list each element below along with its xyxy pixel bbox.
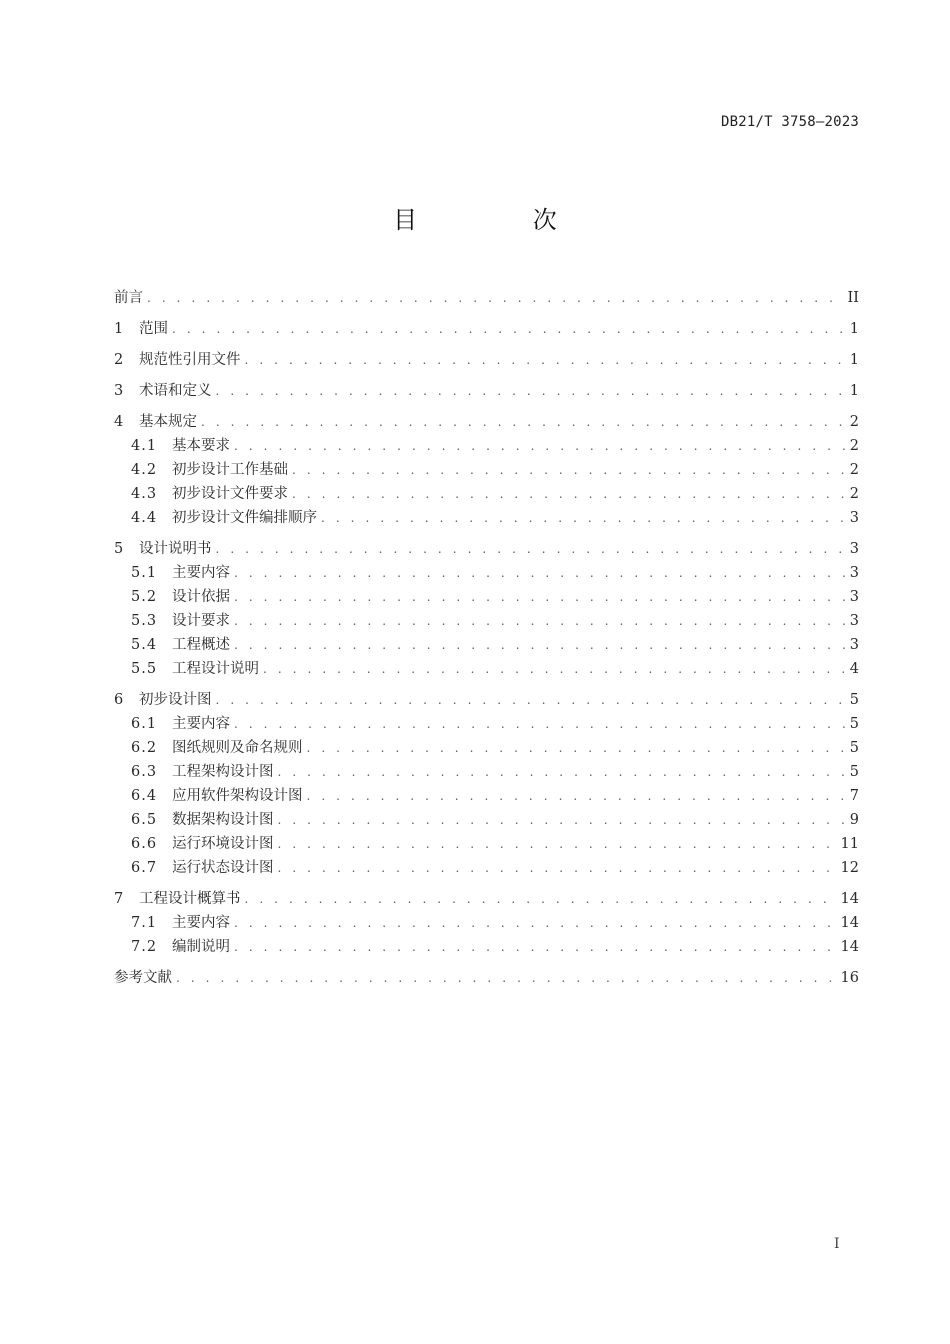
toc-entry[interactable] <box>114 585 859 609</box>
dot-leader <box>234 633 845 657</box>
toc-entry-label: 术语和定义 <box>139 383 212 399</box>
toc-entry-page: 3 <box>849 613 859 629</box>
page-title: 目 次 <box>393 206 611 234</box>
toc-entry-page: 5 <box>849 692 859 708</box>
dot-leader <box>216 537 846 561</box>
toc-entry-number: 5.3 <box>131 613 158 629</box>
dot-leader <box>216 688 846 712</box>
toc-entry-label: 前言 <box>114 290 143 306</box>
toc-entry[interactable] <box>114 784 859 808</box>
dot-leader <box>307 736 846 760</box>
toc-entry-number: 1 <box>114 321 124 337</box>
toc-entry[interactable] <box>114 561 859 585</box>
toc-entry-page: 2 <box>849 486 859 502</box>
toc-entry[interactable] <box>114 286 859 310</box>
toc-entry-label: 编制说明 <box>172 939 230 955</box>
toc-entry[interactable] <box>114 317 859 341</box>
toc-entry-number: 6.7 <box>131 860 158 876</box>
toc-entry[interactable] <box>114 410 859 434</box>
toc-entry-page: 1 <box>849 321 859 337</box>
toc-entry[interactable] <box>114 657 859 681</box>
dot-leader <box>263 657 845 681</box>
toc-entry-page: 11 <box>840 836 859 852</box>
toc-entry-label: 应用软件架构设计图 <box>172 788 303 804</box>
dot-leader <box>176 966 837 990</box>
toc-entry-label: 范围 <box>139 321 168 337</box>
dot-leader <box>201 410 845 434</box>
toc-entry-page: 5 <box>849 740 859 756</box>
toc-entry-label: 设计说明书 <box>139 541 212 557</box>
toc-entry[interactable] <box>114 609 859 633</box>
toc-entry-number: 6.2 <box>131 740 158 756</box>
toc-entry-page: 1 <box>849 352 859 368</box>
toc-entry-page: 3 <box>849 565 859 581</box>
toc-entry-label: 基本规定 <box>139 414 197 430</box>
toc-entry-page: 14 <box>840 939 859 955</box>
toc-entry-page: 5 <box>849 764 859 780</box>
toc-entry[interactable] <box>114 458 859 482</box>
toc-entry-label: 参考文献 <box>114 970 172 986</box>
toc-entry-page: 2 <box>849 414 859 430</box>
dot-leader <box>292 482 845 506</box>
document-code: DB21/T 3758—2023 <box>720 114 859 130</box>
toc-entry-page: 5 <box>849 716 859 732</box>
toc-entry-page: 3 <box>849 510 859 526</box>
toc-entry-label: 主要内容 <box>172 716 230 732</box>
dot-leader <box>278 808 846 832</box>
toc-entry[interactable] <box>114 434 859 458</box>
toc-entry[interactable] <box>114 832 859 856</box>
toc-entry-page: II <box>847 290 859 306</box>
toc-entry[interactable] <box>114 911 859 935</box>
toc-entry-label: 基本要求 <box>172 438 230 454</box>
dot-leader <box>245 887 837 911</box>
toc-entry[interactable] <box>114 537 859 561</box>
toc-entry-number: 7 <box>114 891 124 907</box>
toc-entry-label: 初步设计工作基础 <box>172 462 288 478</box>
toc-entry-label: 主要内容 <box>172 565 230 581</box>
toc-entry-page: 14 <box>840 891 859 907</box>
toc-entry-page: 2 <box>849 462 859 478</box>
toc-entry-number: 7.2 <box>131 939 158 955</box>
toc-entry-label: 规范性引用文件 <box>139 352 241 368</box>
dot-leader <box>147 286 844 310</box>
toc-entry-page: 3 <box>849 589 859 605</box>
toc-entry-page: 9 <box>849 812 859 828</box>
toc-entry-label: 初步设计文件要求 <box>172 486 288 502</box>
dot-leader <box>278 760 846 784</box>
toc-entry-label: 工程设计说明 <box>172 661 259 677</box>
toc-entry[interactable] <box>114 887 859 911</box>
toc-entry-label: 初步设计文件编排顺序 <box>172 510 317 526</box>
toc-entry-number: 5.1 <box>131 565 158 581</box>
dot-leader <box>234 935 837 959</box>
toc-entry[interactable] <box>114 482 859 506</box>
toc-entry-number: 4.4 <box>131 510 158 526</box>
toc-entry-page: 12 <box>840 860 859 876</box>
dot-leader <box>292 458 845 482</box>
toc-entry-page: 4 <box>849 661 859 677</box>
toc-entry-number: 4.2 <box>131 462 158 478</box>
dot-leader <box>307 784 846 808</box>
toc-entry-label: 运行状态设计图 <box>172 860 274 876</box>
toc-entry-page: 14 <box>840 915 859 931</box>
dot-leader <box>234 712 845 736</box>
toc-entry-number: 5 <box>114 541 124 557</box>
toc-entry[interactable] <box>114 633 859 657</box>
dot-leader <box>278 832 837 856</box>
toc-entry[interactable] <box>114 688 859 712</box>
toc-entry-label: 数据架构设计图 <box>172 812 274 828</box>
toc-entry-label: 图纸规则及命名规则 <box>172 740 303 756</box>
toc-entry-page: 7 <box>849 788 859 804</box>
toc-entry-number: 6.1 <box>131 716 158 732</box>
toc-entry-page: 16 <box>840 970 859 986</box>
toc-entry[interactable] <box>114 808 859 832</box>
toc-entry-page: 3 <box>849 541 859 557</box>
toc-entry-number: 5.5 <box>131 661 158 677</box>
dot-leader <box>278 856 837 880</box>
toc-entry[interactable] <box>114 736 859 760</box>
toc-entry-label: 运行环境设计图 <box>172 836 274 852</box>
toc-entry[interactable] <box>114 856 859 880</box>
toc-entry[interactable] <box>114 506 859 530</box>
toc-entry-number: 2 <box>114 352 124 368</box>
toc-entry-number: 4.3 <box>131 486 158 502</box>
toc-entry-number: 7.1 <box>131 915 158 931</box>
toc-entry-number: 5.2 <box>131 589 158 605</box>
toc-entry-number: 6.3 <box>131 764 158 780</box>
toc-entry-number: 6.4 <box>131 788 158 804</box>
toc-entry-label: 主要内容 <box>172 915 230 931</box>
toc-entry[interactable] <box>114 379 859 403</box>
toc-entry-label: 工程设计概算书 <box>139 891 241 907</box>
toc-entry[interactable] <box>114 760 859 784</box>
toc-entry-number: 4.1 <box>131 438 158 454</box>
toc-entry-number: 6.5 <box>131 812 158 828</box>
toc-entry-label: 初步设计图 <box>139 692 212 708</box>
toc-entry-label: 工程架构设计图 <box>172 764 274 780</box>
dot-leader <box>234 911 837 935</box>
dot-leader <box>234 434 845 458</box>
toc-entry[interactable] <box>114 712 859 736</box>
toc-entry[interactable] <box>114 348 859 372</box>
footer-page-number: I <box>834 1236 840 1252</box>
dot-leader <box>234 609 845 633</box>
toc-entry-number: 6 <box>114 692 124 708</box>
toc-entry-page: 3 <box>849 637 859 653</box>
dot-leader <box>216 379 846 403</box>
table-of-contents <box>114 286 859 990</box>
toc-entry[interactable] <box>114 935 859 959</box>
toc-entry[interactable] <box>114 966 859 990</box>
toc-entry-page: 1 <box>849 383 859 399</box>
toc-entry-number: 3 <box>114 383 124 399</box>
dot-leader <box>234 561 845 585</box>
dot-leader <box>245 348 846 372</box>
toc-entry-page: 2 <box>849 438 859 454</box>
toc-entry-number: 4 <box>114 414 124 430</box>
toc-entry-number: 5.4 <box>131 637 158 653</box>
toc-entry-label: 设计依据 <box>172 589 230 605</box>
toc-entry-label: 工程概述 <box>172 637 230 653</box>
toc-entry-label: 设计要求 <box>172 613 230 629</box>
dot-leader <box>234 585 845 609</box>
toc-entry-number: 6.6 <box>131 836 158 852</box>
dot-leader <box>321 506 845 530</box>
dot-leader <box>172 317 845 341</box>
